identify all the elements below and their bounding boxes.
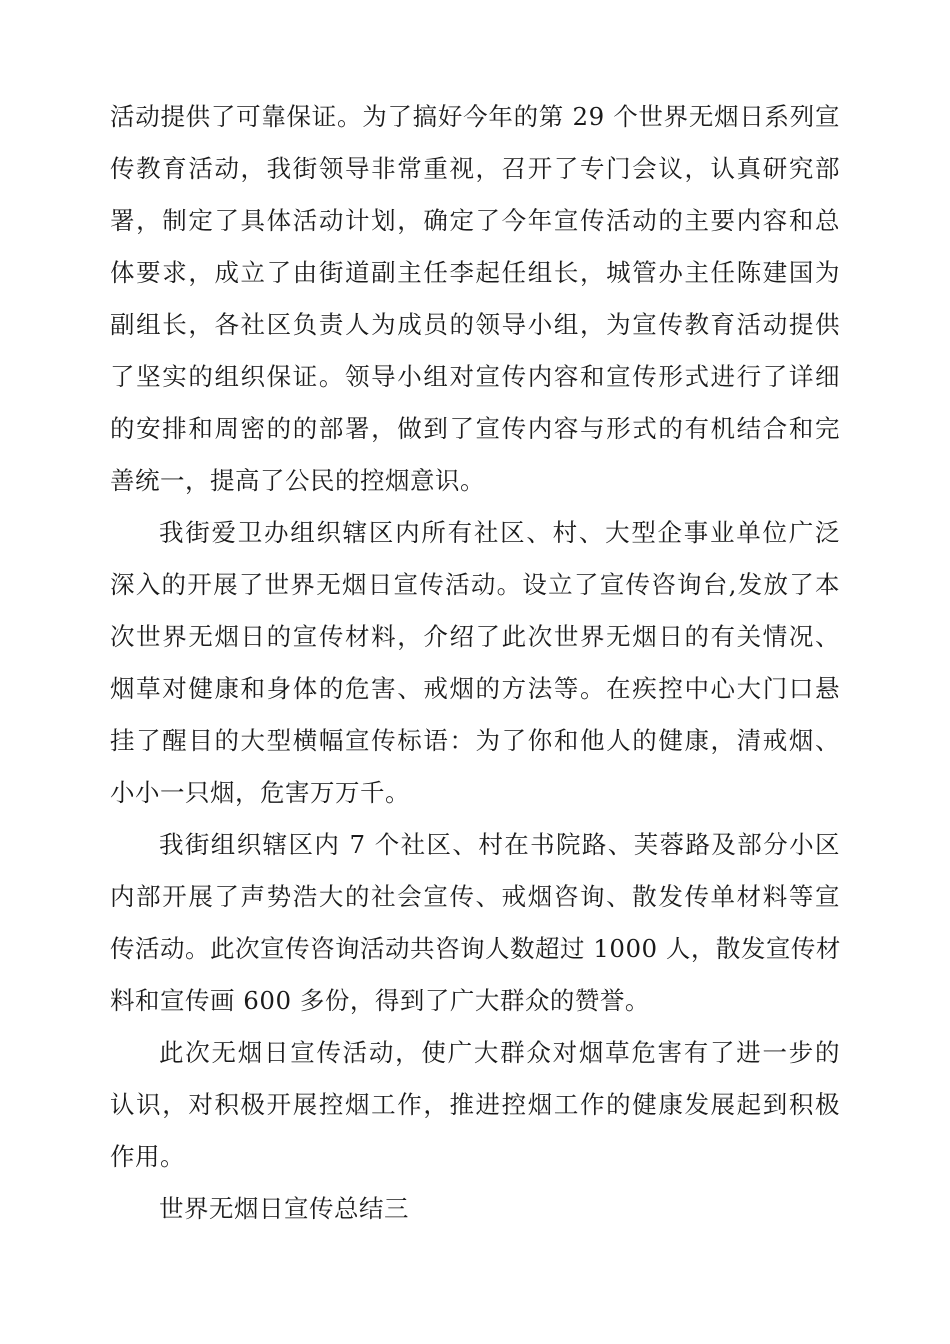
paragraph-1-line-4: 体要求，成立了由街道副主任李起任组长，城管办主任陈建国为 (110, 258, 840, 287)
paragraph-4-line-3: 作用。 (110, 1142, 185, 1171)
paragraph-2-line-5: 挂了醒目的大型横幅宣传标语：为了你和他人的健康，清戒烟、 (110, 726, 840, 755)
paragraph-2-line-6: 小小一只烟，危害万万千。 (110, 778, 410, 807)
paragraph-1-line-2: 传教育活动，我街领导非常重视，召开了专门会议，认真研究部 (110, 154, 840, 183)
paragraph-2-line-2: 深入的开展了世界无烟日宣传活动。设立了宣传咨询台,发放了本 (110, 570, 840, 599)
paragraph-3-line-1: 我街组织辖区内 7 个社区、村在书院路、芙蓉路及部分小区 (159, 830, 840, 859)
paragraph-1-line-1: 活动提供了可靠保证。为了搞好今年的第 29 个世界无烟日系列宣 (110, 102, 840, 131)
paragraph-1-line-6: 了坚实的组织保证。领导小组对宣传内容和宣传形式进行了详细 (110, 362, 840, 391)
paragraph-3-line-3: 传活动。此次宣传咨询活动共咨询人数超过 1000 人，散发宣传材 (110, 934, 841, 963)
paragraph-2-line-3: 次世界无烟日的宣传材料，介绍了此次世界无烟日的有关情况、 (110, 622, 840, 651)
paragraph-3-line-4: 料和宣传画 600 多份，得到了广大群众的赞誉。 (110, 986, 650, 1015)
paragraph-2-line-4: 烟草对健康和身体的危害、戒烟的方法等。在疾控中心大门口悬 (110, 674, 840, 703)
paragraph-4-line-1: 此次无烟日宣传活动，使广大群众对烟草危害有了进一步的 (159, 1038, 840, 1067)
paragraph-1-line-5: 副组长，各社区负责人为成员的领导小组，为宣传教育活动提供 (110, 310, 840, 339)
paragraph-1-line-3: 署，制定了具体活动计划，确定了今年宣传活动的主要内容和总 (110, 206, 840, 235)
paragraph-1-line-7: 的安排和周密的的部署，做到了宣传内容与形式的有机结合和完 (110, 414, 840, 443)
section-heading: 世界无烟日宣传总结三 (159, 1194, 409, 1223)
paragraph-4-line-2: 认识，对积极开展控烟工作，推进控烟工作的健康发展起到积极 (110, 1090, 840, 1119)
paragraph-2-line-1: 我街爱卫办组织辖区内所有社区、村、大型企事业单位广泛 (159, 518, 840, 547)
paragraph-3-line-2: 内部开展了声势浩大的社会宣传、戒烟咨询、散发传单材料等宣 (110, 882, 840, 911)
paragraph-1-line-8: 善统一，提高了公民的控烟意识。 (110, 466, 485, 495)
